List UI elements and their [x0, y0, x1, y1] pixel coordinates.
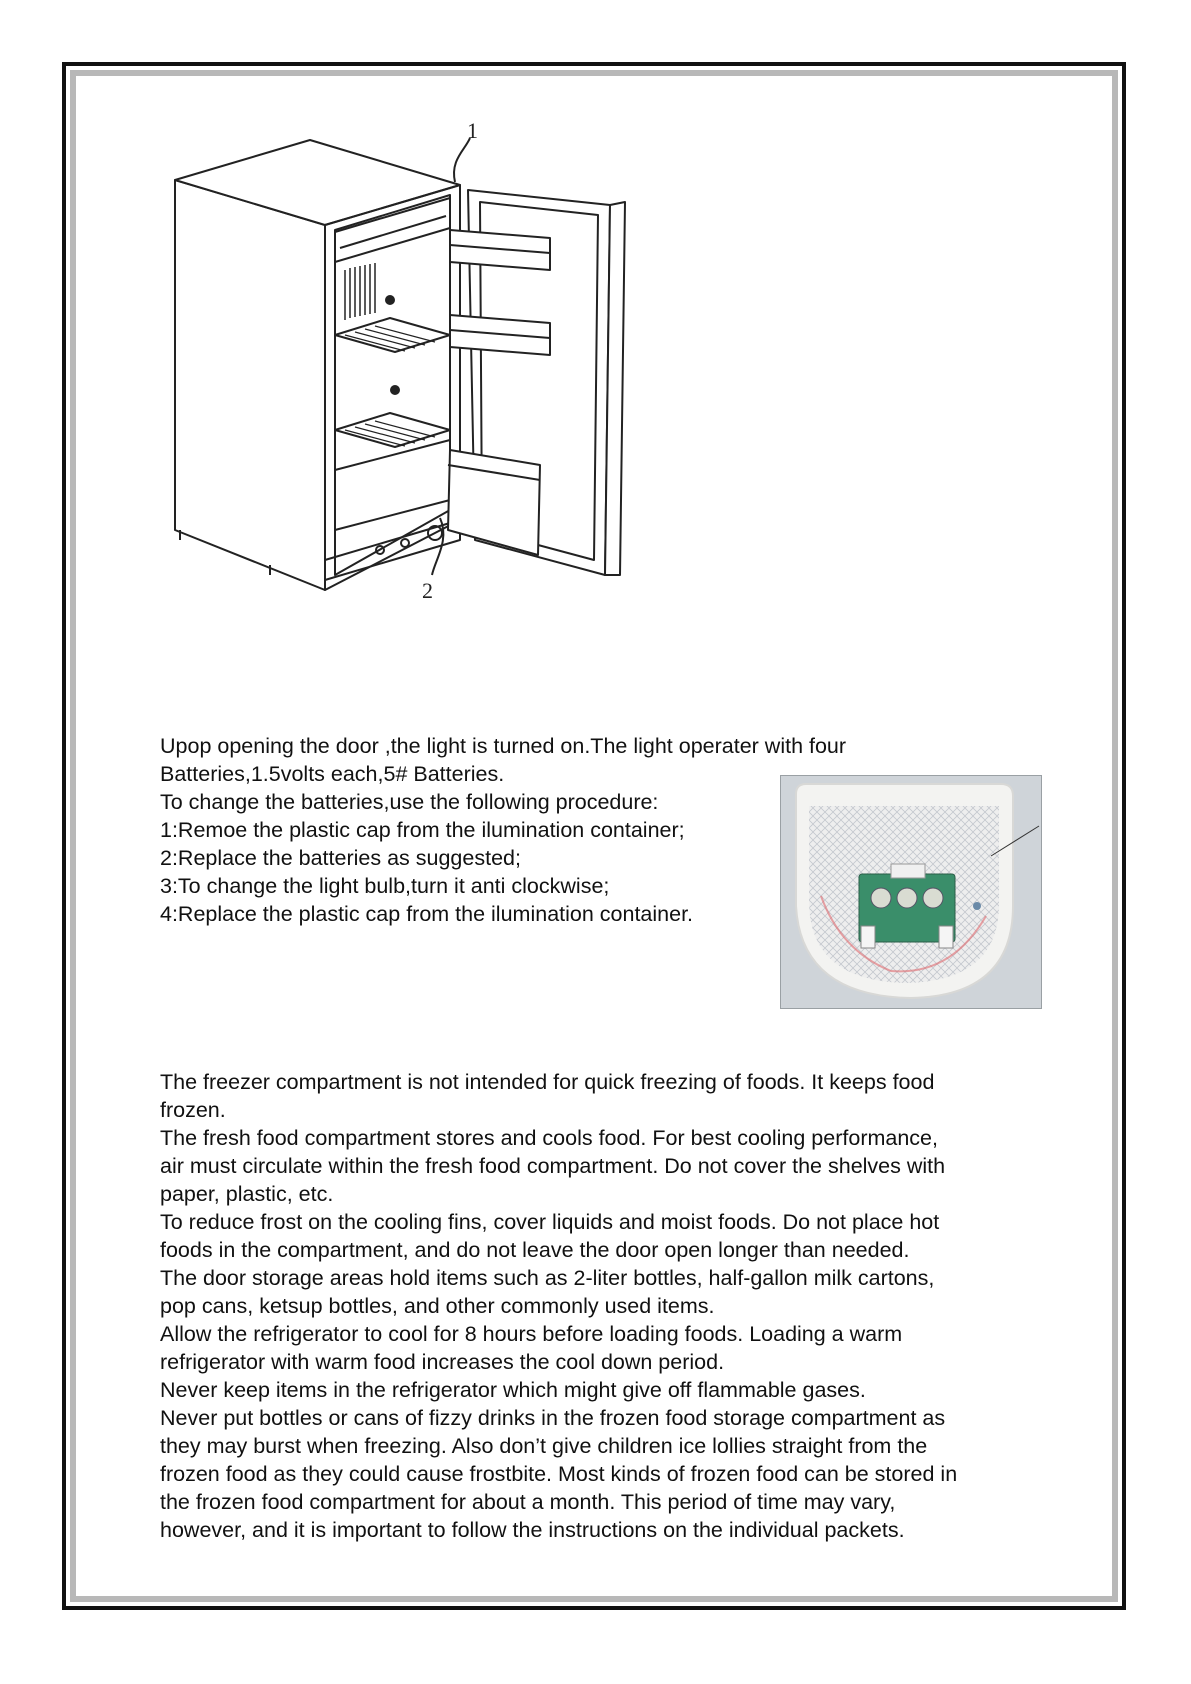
- light-instructions: [160, 732, 846, 928]
- text-line: frozen.: [160, 1098, 226, 1122]
- callout-1-label: 1: [467, 120, 478, 143]
- text-line: 3:To change the light bulb,turn it anti clockwise;: [160, 874, 610, 898]
- text-line: Never keep items in the refrigerator which might give off flammable gases.: [160, 1378, 866, 1402]
- usage-notes: [160, 1068, 957, 1544]
- text-line: paper, plastic, etc.: [160, 1182, 334, 1206]
- text-line: Upop opening the door ,the light is turned on.The light operater with four: [160, 734, 847, 758]
- text-line: The fresh food compartment stores and cools food. For best cooling performance,: [160, 1126, 938, 1150]
- text-line: To change the batteries,use the following procedure:: [160, 790, 659, 814]
- text-line: 1:Remoe the plastic cap from the ilumination container;: [160, 818, 685, 842]
- text-line: frozen food as they could cause frostbite. Most kinds of frozen food can be stored in: [160, 1462, 958, 1486]
- text-line: refrigerator with warm food increases the cool down period.: [160, 1350, 725, 1374]
- text-line: air must circulate within the fresh food compartment. Do not cover the shelves with: [160, 1154, 946, 1178]
- refrigerator-diagram: [150, 120, 690, 640]
- callout-2-label: 2: [422, 578, 433, 603]
- text-line: however, and it is important to follow the instructions on the individual packets.: [160, 1518, 905, 1542]
- text-line: The freezer compartment is not intended for quick freezing of foods. It keeps food: [160, 1070, 935, 1094]
- light-container-photo: [780, 775, 1042, 1009]
- text-line: Allow the refrigerator to cool for 8 hours before loading foods. Loading a warm: [160, 1322, 903, 1346]
- text-line: Batteries,1.5volts each,5# Batteries.: [160, 762, 505, 786]
- text-line: foods in the compartment, and do not leave the door open longer than needed.: [160, 1238, 910, 1262]
- text-line: The door storage areas hold items such as 2-liter bottles, half-gallon milk cartons,: [160, 1266, 935, 1290]
- text-line: To reduce frost on the cooling fins, cover liquids and moist foods. Do not place hot: [160, 1210, 940, 1234]
- text-line: pop cans, ketsup bottles, and other commonly used items.: [160, 1294, 715, 1318]
- text-line: 4:Replace the plastic cap from the ilumination container.: [160, 902, 694, 926]
- text-line: Never put bottles or cans of fizzy drinks in the frozen food storage compartment as: [160, 1406, 946, 1430]
- text-line: they may burst when freezing. Also don’t give children ice lollies straight from the: [160, 1434, 928, 1458]
- text-line: 2:Replace the batteries as suggested;: [160, 846, 521, 870]
- text-line: the frozen food compartment for about a month. This period of time may vary,: [160, 1490, 896, 1514]
